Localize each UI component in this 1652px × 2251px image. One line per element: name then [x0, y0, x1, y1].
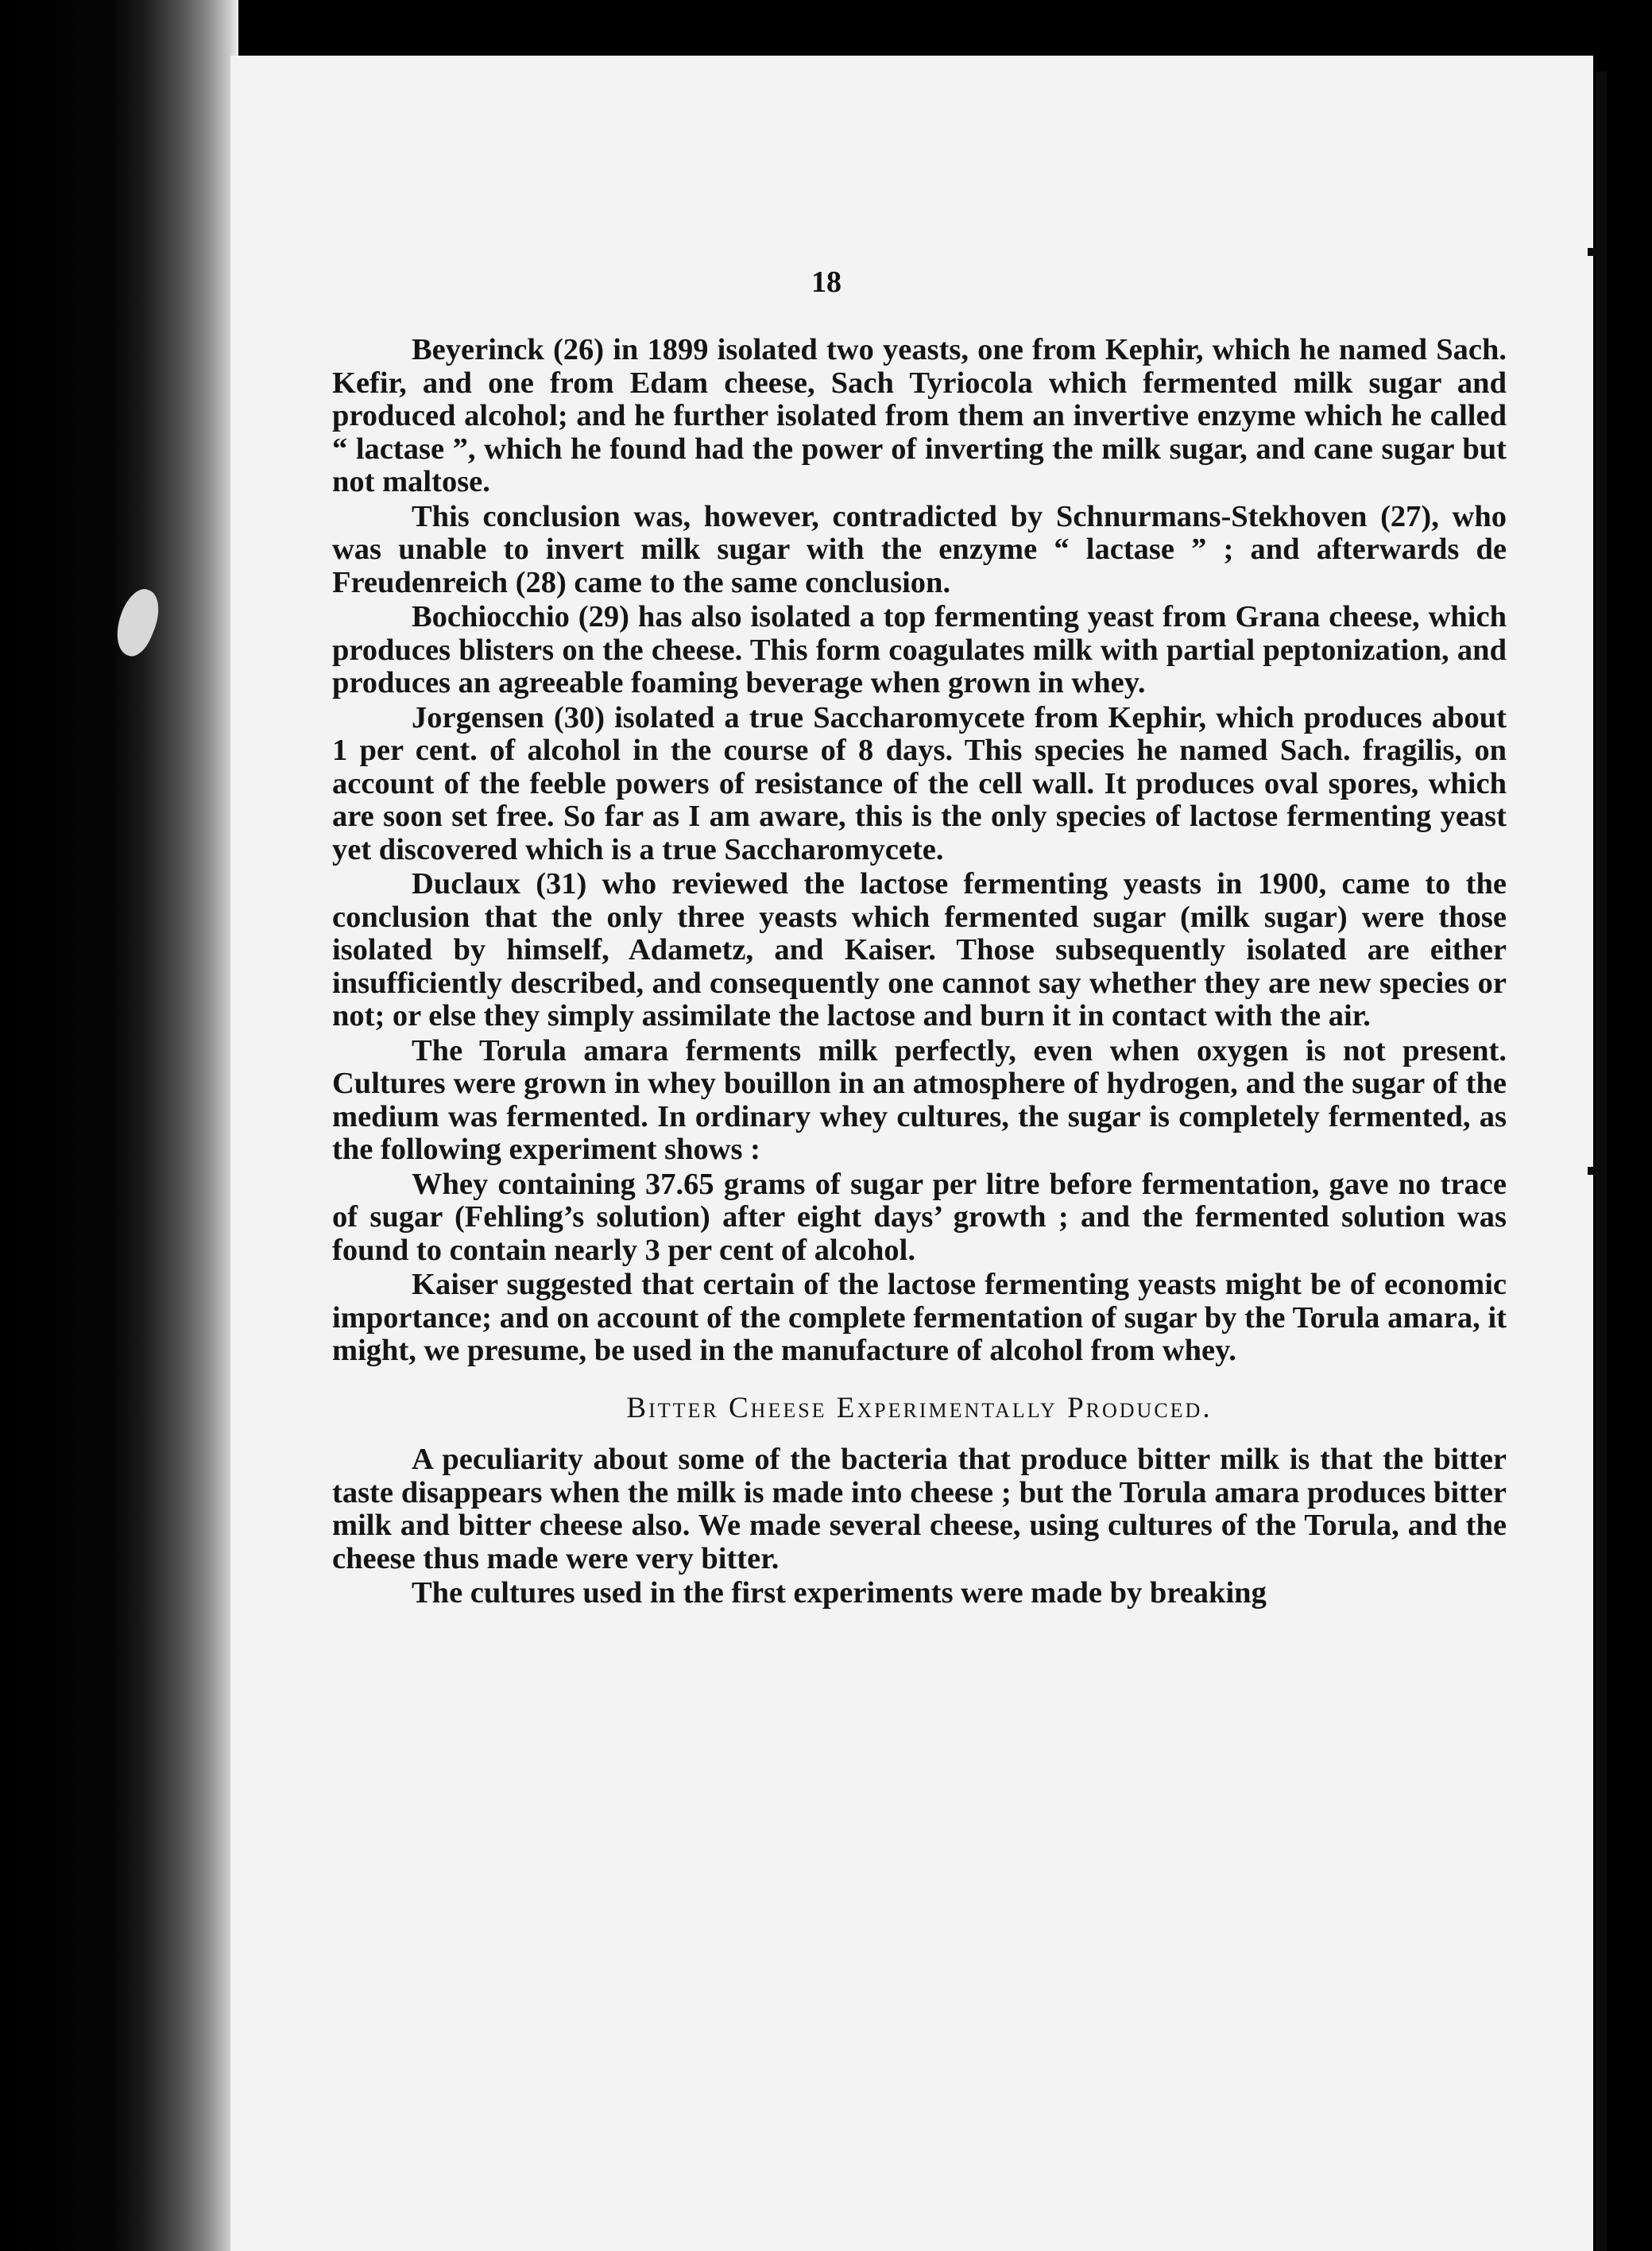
paragraph: The cultures used in the first experiments were made by breaking [412, 1576, 1267, 1610]
paragraph: A peculiarity about some of the bacteria that produce bitter milk is that the bitter taste disappears when the milk is made into cheese ; but the Torula amara produces bitter milk and bitter cheese also. We made several cheese, using cultures of the Torula, and the cheese thus made were very bitter. [332, 1443, 1507, 1575]
paragraph: This conclusion was, however, contradicted by Schnurmans-Stekhoven (27), who was unable to invert milk sugar with the enzyme “ lactase ” ; and afterwards de Freudenreich (28) came to the same conclusion. [332, 499, 1507, 599]
paragraph: Beyerinck (26) in 1899 isolated two yeasts, one from Kephir, which he named Sach. Kefir, and one from Edam cheese, Sach Tyriocola which fermented milk sugar and produced alcohol; and he further isolated from them an invertive enzyme which he called “ lactase ”, which he found had the power of inverting the milk sugar, and cane sugar but not maltose. [332, 333, 1507, 498]
binding-edge [1596, 72, 1607, 2251]
paragraph: Jorgensen (30) isolated a true Saccharomycete from Kephir, which produces about 1 per cent. of alcohol in the course of 8 days. This species he named Sach. fragilis, on account of the feeble powers of resistance of the cell wall. It produces oval spores, which are soon set free. So far as I am aware, this is the only species of lactose fermenting yeast yet discovered which is a true Saccharomycete. [332, 700, 1507, 866]
body-text [332, 334, 1507, 1610]
paragraph: Whey containing 37.65 grams of sugar per litre before fermentation, gave no trace of sugar (Fehling’s solution) after eight days’ growth ; and the fermented solution was found to contain nearly 3 per cent of alcohol. [332, 1167, 1507, 1267]
paragraph: Kaiser suggested that certain of the lactose fermenting yeasts might be of economic importance; and on account of the complete fermentation of sugar by the Torula amara, it might, we presume, be used in the manufacture of alcohol from whey. [332, 1268, 1507, 1367]
page-number: 18 [811, 265, 841, 299]
paragraph: Bochiocchio (29) has also isolated a top fermenting yeast from Grana cheese, which produces blisters on the cheese. This form coagulates milk with partial peptonization, and produces an agreeable foaming beverage when grown in whey. [332, 600, 1507, 699]
section-heading: Bitter Cheese Experimentally Produced. [626, 1391, 1213, 1424]
scan-left-margin [0, 0, 238, 2251]
paragraph: The Torula amara ferments milk perfectly, even when oxygen is not present. Cultures were grown in whey bouillon in an atmosphere of hydrogen, and the sugar of the medium was fermented. In ordinary whey cultures, the sugar is completely fermented, as the following experiment shows : [332, 1033, 1507, 1166]
paragraph: Duclaux (31) who reviewed the lactose fermenting yeasts in 1900, came to the conclusion that the only three yeasts which fermented sugar (milk sugar) were those isolated by himself, Adametz, and Kaiser. Those subsequently isolated are either insufficiently described, and consequently one cannot say whether they are new species or not; or else they simply assimilate the lactose and burn it in contact with the air. [332, 867, 1507, 1033]
edge-mark [1588, 248, 1607, 256]
edge-mark [1588, 1167, 1607, 1175]
